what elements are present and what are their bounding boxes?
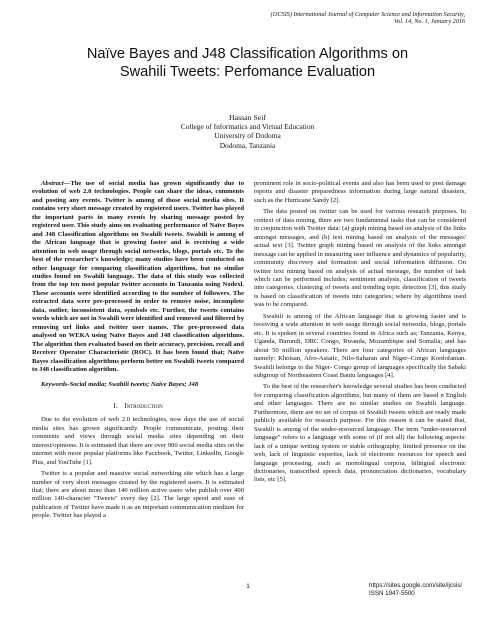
title-line-1: Naïve Bayes and J48 Classification Algorithms on (86, 46, 409, 62)
keywords: Keywords-Social media; Swahili tweets; Naive Bayes; J48 (41, 381, 199, 389)
running-head (165, 11, 465, 26)
author-university: University of Dodoma (214, 131, 281, 141)
journal-name: (IJCSIS) International Journal of Computer Science and Information Security, (270, 11, 465, 18)
journal-volume: Vol. 14, No. 1, January 2016 (394, 18, 465, 26)
paragraph: Twitter is a popular and massive social networking site which has a large number of very short messages created by the registered users. It is estimated that; there are about more than 140 million active users who publish over 400 million 140-character "Tweets" every day [2]. The large speed and ease of publication of Twitter have made it as an important communication medium for people. Twitter has played a (32, 470, 244, 520)
paragraph: Due to the evolution of web 2.0 technologies, now days the use of social media sites has grown significantly. People communicate, posting their comments and views through social media sites depending on their interest/opinions. It is estimated that there are over 900 social media sites on the internet with more popular platforms like Facebook, Twitter, LinkedIn, Google Plus, and YouTube [1]. (32, 416, 244, 466)
paragraph: The data posted on twitter can be used for various research purposes. In context of data mining, there are two fundamental tasks that can be considered in conjunction with Twitter data: (a) graph mining based on analysis of the links amongst messages, and (b) text mining based on analysis of the messages' actual text [3]. Twitter graph mining based on analysis of the links amongst message can be applied in measuring user influence and dynamics of popularity, community discovery and formation and social information diffusion. On twitter text mining based on analysis of actual message, the number of task which can be performed includes; sentiment analysis, classification of tweets into categories, clustering of tweets and trending topic detection [3], this study is based on classification of tweets into categories; where by algorithms used was to be compared. (254, 208, 466, 309)
paragraph: Swahili is among of the African language that is growing faster and is receiving a wide attention in web usage through social networks, blogs, portals etc. It is spoken in several countries found in Africa such as; Tanzania, Kenya, Uganda, Burundi, DRC Congo, Rwanda, Mozambique and Somalia; and has about 50 million speakers. There are four categories of African languages namely: Khoisan, Afro-Asiatic, Nilo-Saharan and Niger–Congo Kordofanian. Swahili belongs to the Niger- Congo group of languages specifically the Sabaki subgroup of Northeastern Coast Bantu languages [4]. (254, 312, 466, 379)
author-department: College of Informatics and Virtual Education (180, 122, 315, 132)
journal-url: https://sites.google.com/site/ijcsis/ (369, 582, 463, 589)
section-number: I. (113, 401, 118, 410)
author-name: Hassan Seif (228, 113, 267, 122)
paper-title (20, 45, 475, 81)
abstract (32, 180, 244, 374)
paragraph: prominent role in socio-political events and also has been used to post damage reports and disaster preparedness information during large natural disasters, such as the Hurricane Sandy [2]. (254, 180, 466, 204)
abstract-text: —The use of social media has grown significantly due to evolution of web 2.0 technologies. People can share the ideas, comments and posting any events. Twitter is among of those social media sites. It contains very short message created by registered users. Twitter has played the important parts in many events by sharing message posted by registered user. This study aims on evaluating performance of Naïve Bayes and J48 Classification algorithms on Swahili tweets. Swahili is among of the African language that is growing faster and is receiving a wide attention in web usage through social networks, blogs, portals etc. To the best of the researcher's knowledge; many studies have been conducted on other language for comparing classification algorithms, but no similar studies found on Swahili language. The data of this study was collected from the top ten most popular twitter accounts in Tanzania using Nodexl. These accounts were identified according to the number of followers. The extracted data were pre-processed in order to remove noise, incomplete data, outlier, inconsistent data, symbols etc. Further, the tweets contains words which are not in Swahili were identified and removed and filtered by removing url links and twitter user names. The pre-processed data analysed on WEKA using Naïve Bayes and J48 classification algorithms. The algorithm then evaluated based on their accuracy, precision, recall and Receiver Operator Characteristic (ROC). It has been found that; Naïve Bayes classification algorithms perform better on Swahili tweets compared to J48 classification algorithm. (32, 180, 244, 373)
section-heading (32, 402, 244, 410)
author-block (0, 113, 495, 150)
section-title: Introduction (124, 401, 163, 410)
footer-info (369, 582, 462, 597)
issn: ISSN 1947-5500 (369, 589, 415, 597)
right-column (254, 180, 466, 485)
abstract-label: Abstract (41, 180, 64, 187)
author-location: Dodoma, Tanzania (219, 140, 276, 150)
page-number: 1 (246, 583, 250, 590)
left-column (32, 180, 244, 521)
title-line-2: Swahili Tweets: Perfomance Evaluation (119, 64, 376, 80)
paragraph: To the best of the researcher's knowledge several studies has been conducted for comparing classification algorithms, but many of them are based n English and other languages. There are no similar studies on Swahili language. Furthermore, there are no set of corpus of Swahili tweets which are ready made publicly available for research purpose. For this reason it can be stated that, Swahili is among of the under-resourced language. The term "under-resourced language" refers to a language with some of (if not all) the following aspects: lack of a unique writing system or stable orthography, limited presence on the web, lack of linguistic expertise, lack of electronic resources for speech and language processing, such as monolingual corpora, bilingual electronic dictionaries, transcribed speech data, pronunciation dictionaries, vocabulary lists, etc [5]. (254, 383, 466, 484)
